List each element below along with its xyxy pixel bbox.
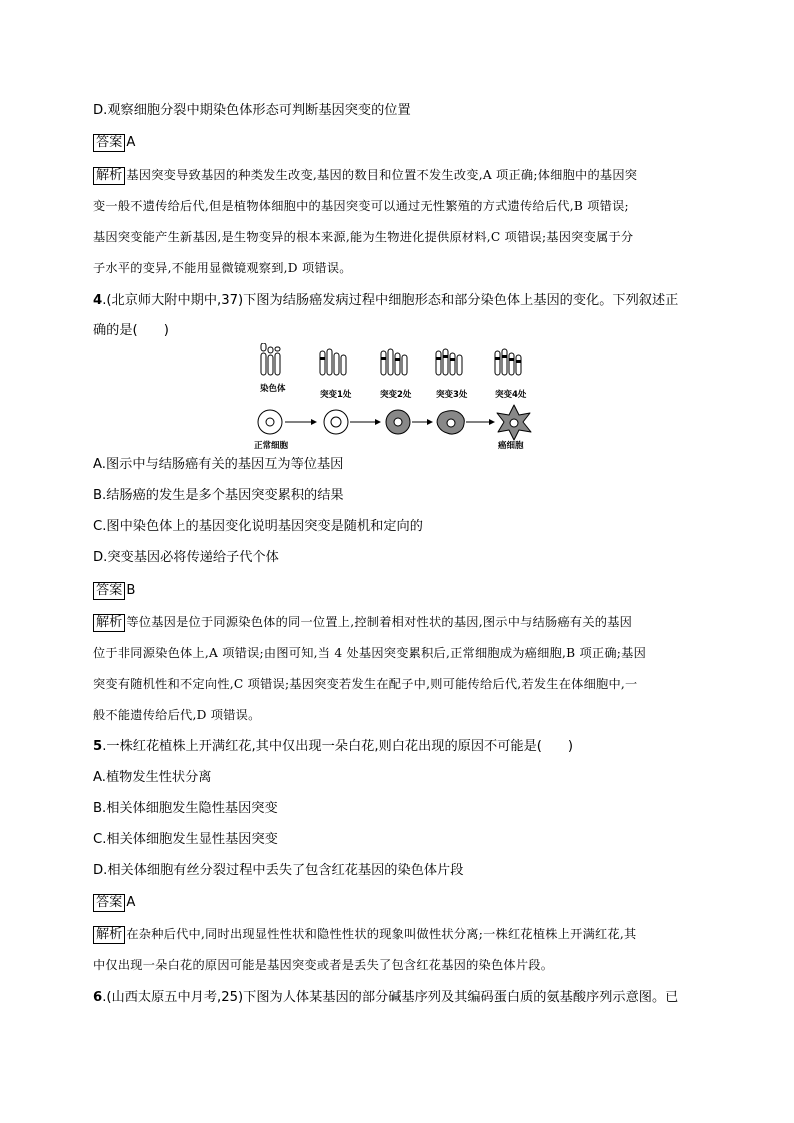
chromosome-group-mutation-1 [320,349,346,375]
q5-analysis-line: 中仅出现一朵白花的原因可能是基因突变或者是丢失了包含红花基因的染色体片段。 [93,958,554,972]
chromosome-group-mutation-2 [381,349,407,375]
q3-answer [93,134,135,152]
q5-answer [93,894,135,912]
q4-analysis-line: 位于非同源染色体上,A 项错误;由图可知,当 4 处基因突变累积后,正常细胞成为癌细胞,B 项正确;基因 [93,646,647,660]
chromosome-label: 染色体 [260,384,286,394]
q4-stem: 4.(北京师大附中期中,37)下图为结肠癌发病过程中细胞形态和部分染色体上基因的变化。下列叙述正 [93,293,679,308]
cancer-cell-label: 癌细胞 [498,441,524,451]
analysis-tag: 解析 [93,614,125,632]
q5-option-d: D.相关体细胞有丝分裂过程中丢失了包含红花基因的染色体片段 [93,863,464,878]
normal-cell [258,410,282,434]
q4-stem: 确的是( ) [93,323,169,338]
normal-cell-label: 正常细胞 [254,441,289,451]
q3-analysis-line: 基因突变能产生新基因,是生物变异的根本来源,能为生物进化提供原材料,C 项错误;基因突变属于分 [93,230,634,244]
q3-analysis-line: 解析 基因突变导致基因的种类发生改变,基因的数目和位置不发生改变,A 项正确;体细胞中的基因突 [93,166,637,185]
q4-option-a: A.图示中与结肠癌有关的基因互为等位基因 [93,457,344,472]
chromosome-group-normal [261,343,280,375]
q4-option-c: C.图中染色体上的基因变化说明基因突变是随机和定向的 [93,519,423,534]
answer-value: A [126,135,136,150]
q4-analysis-line: 解析 等位基因是位于同源染色体的同一位置上,控制着相对性状的基因,图示中与结肠癌有关的基因 [93,613,632,632]
mutation-3-cell [437,411,464,434]
answer-tag: 答案 [93,582,125,600]
cancer-cell [497,405,531,440]
answer-value: A [126,895,136,910]
stage-label: 突变4处 [495,390,527,400]
mutation-1-cell [324,410,348,434]
q4-option-d: D.突变基因必将传递给子代个体 [93,550,279,565]
q4-analysis-line: 突变有随机性和不定向性,C 项错误;基因突变若发生在配子中,则可能传给后代,若发生在体细胞中,一 [93,677,638,691]
q4-analysis-line: 般不能遗传给后代,D 项错误。 [93,708,261,722]
q4-option-b: B.结肠癌的发生是多个基因突变累积的结果 [93,488,344,503]
answer-value: B [126,583,136,598]
q3-option-d: D.观察细胞分裂中期染色体形态可判断基因突变的位置 [93,103,411,118]
q5-analysis-line: 解析 在杂种后代中,同时出现显性性状和隐性性状的现象叫做性状分离;一株红花植株上开满红花,其 [93,925,636,944]
q5-option-b: B.相关体细胞发生隐性基因突变 [93,801,278,816]
colon-cancer-figure [252,343,542,453]
chromosome-group-mutation-3 [436,349,462,375]
stage-label: 突变1处 [320,390,352,400]
q6-stem: 6.(山西太原五中月考,25)下图为人体某基因的部分碱基序列及其编码蛋白质的氨基酸序列示意图。已 [93,990,679,1005]
analysis-tag: 解析 [93,926,125,944]
q5-option-a: A.植物发生性状分离 [93,770,212,785]
q3-analysis-line: 子水平的变异,不能用显微镜观察到,D 项错误。 [93,261,352,275]
stage-label: 突变3处 [436,390,468,400]
q5-stem: 5.一株红花植株上开满红花,其中仅出现一朵白花,则白花出现的原因不可能是( ) [93,739,574,754]
q5-option-c: C.相关体细胞发生显性基因突变 [93,832,278,847]
answer-tag: 答案 [93,134,125,152]
mutation-2-cell [386,410,410,434]
q3-analysis-line: 变一般不遗传给后代,但是植物体细胞中的基因突变可以通过无性繁殖的方式遗传给后代,B 项错误; [93,199,629,213]
answer-tag: 答案 [93,894,125,912]
stage-label: 突变2处 [380,390,412,400]
analysis-tag: 解析 [93,167,125,185]
q4-answer [93,582,135,600]
